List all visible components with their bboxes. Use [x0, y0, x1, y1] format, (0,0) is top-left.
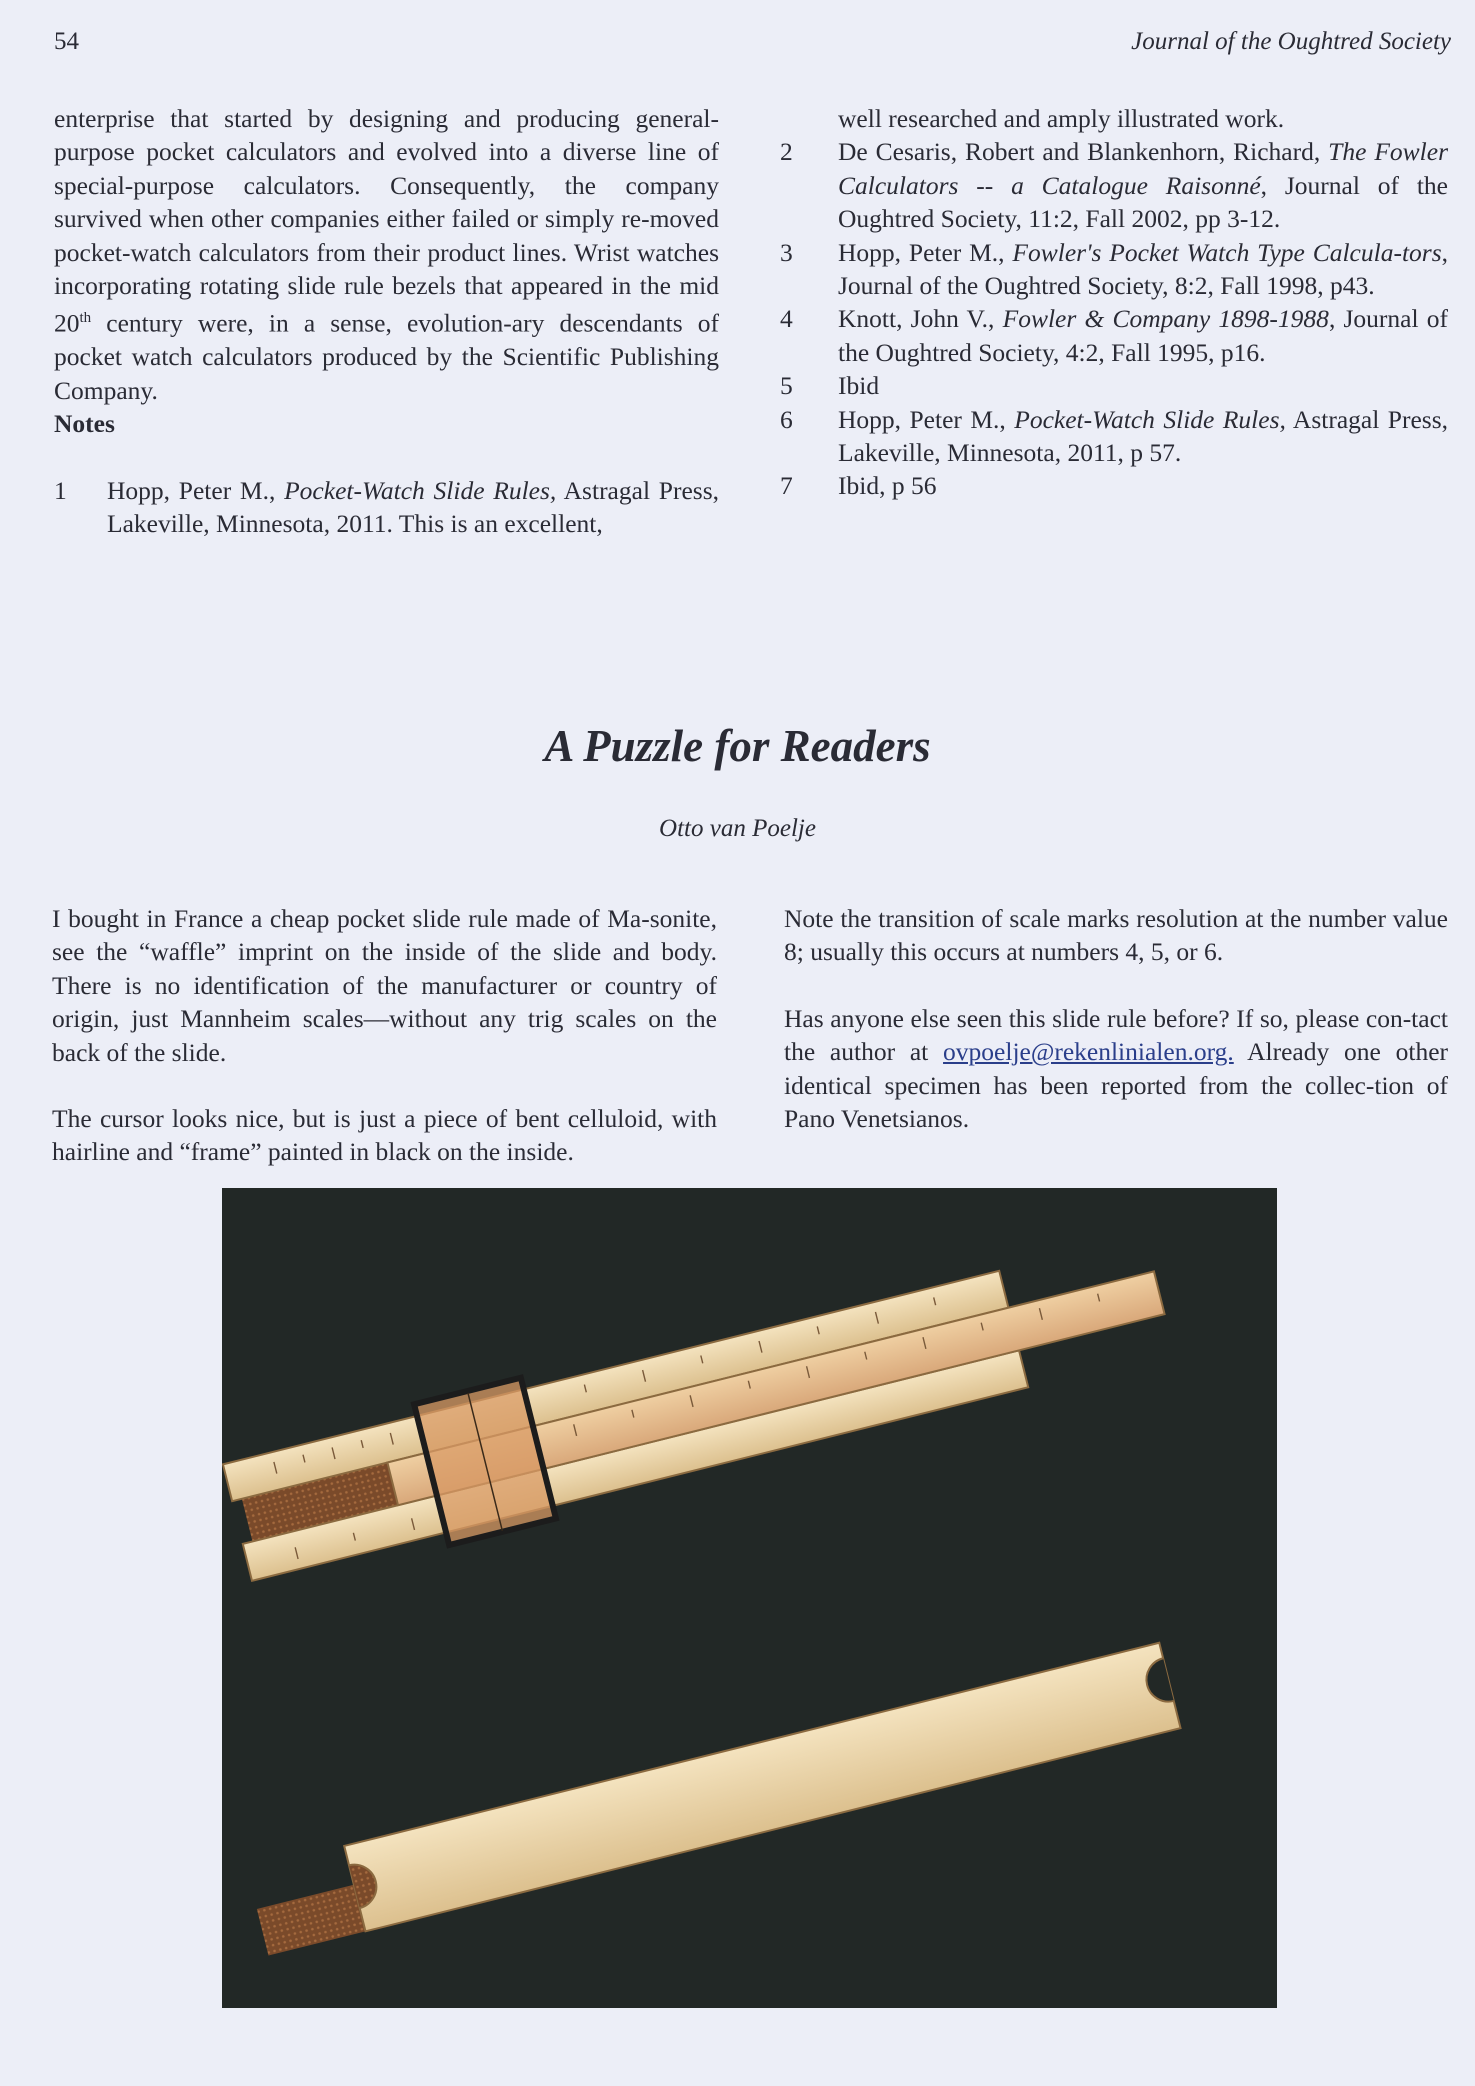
note-number: 1: [54, 475, 67, 505]
note-text: Hopp, Peter M., Pocket-Watch Slide Rules, Astragal Press, Lakeville, Minnesota, 2011, p 57.: [838, 404, 1448, 468]
article-paragraph: Note the transition of scale marks resolution at the number value 8; usually this occurs at numbers 4, 5, or 6.: [784, 904, 1448, 967]
note-item: [780, 236, 1448, 303]
note-text: Ibid: [838, 371, 880, 401]
article-column-right: [784, 902, 1448, 1135]
continued-paragraph: [54, 102, 719, 407]
note-item: [780, 135, 1448, 235]
note-number: 5: [780, 371, 793, 401]
slide-rule-photo: [222, 1188, 1277, 2008]
note-item: [780, 403, 1448, 470]
slide-rule-illustration: [222, 1188, 1277, 2008]
article-paragraph: The cursor looks nice, but is just a piece of bent celluloid, with hairline and “frame” painted in black on the inside.: [52, 1104, 717, 1167]
article-paragraph: I bought in France a cheap pocket slide rule made of Ma-sonite, see the “waffle” imprint on the inside of the slide and body. There is no identification of the manufacturer or country of origin, just Mannheim scales—without any trig scales on the back of the slide.: [52, 904, 717, 1067]
note-number: 3: [780, 237, 793, 267]
note-item: [780, 369, 1448, 402]
note-text: Ibid, p 56: [838, 471, 937, 501]
article-author: Otto van Poelje: [659, 815, 816, 842]
note-number: 2: [780, 137, 793, 167]
note-text: De Cesaris, Robert and Blankenhorn, Richard, The Fowler Calculators -- a Catalogue Raisonné, Journal of the Oughtred Society, 11:2, Fall 2002, pp 3-12.: [838, 137, 1448, 234]
slide-rule-assembled: [222, 1223, 1177, 1594]
note-number: 7: [780, 471, 793, 501]
continued-text: enterprise that started by designing and producing general-purpose pocket calculators and evolved into a diverse line of special-purpose calculators. Consequently, the company survived when other companies either failed or simply re-moved pocket-watch calculators from their product lines. Wrist watches incorporating rotating slide rule bezels that appeared in the mid 20: [54, 104, 719, 338]
page-number: 54: [54, 28, 79, 55]
note-text: Knott, John V., Fowler & Company 1898-1988, Journal of the Oughtred Society, 4:2, Fall 1995, p16.: [838, 304, 1449, 367]
continued-column: [54, 102, 719, 540]
superscript-th: th: [79, 310, 92, 327]
note-continuation: well researched and amply illustrated work.: [838, 104, 1285, 133]
note-item: [780, 469, 1448, 502]
note-item: [780, 302, 1448, 369]
notes-column-right: [780, 102, 1448, 503]
article-title: A Puzzle for Readers: [544, 721, 931, 771]
note-number: 6: [780, 404, 793, 434]
running-head: Journal of the Oughtred Society: [1131, 28, 1451, 55]
author-email-link[interactable]: ovpoelje@rekenlinialen.org.: [943, 1037, 1234, 1067]
note-text: Hopp, Peter M., Fowler's Pocket Watch Type Calcula-tors, Journal of the Oughtred Society, 8:2, Fall 1998, p43.: [838, 237, 1449, 301]
note-item: [54, 474, 719, 541]
continued-text-after: century were, in a sense, evolution-ary descendants of pocket watch calculators produced by the Scientific Publishing Company.: [54, 308, 719, 405]
slide-rule-slide: [247, 1643, 1180, 1956]
article-column-left: [52, 902, 717, 1169]
note-number: 4: [780, 304, 793, 334]
note-text: Hopp, Peter M., Pocket-Watch Slide Rules, Astragal Press, Lakeville, Minnesota, 2011. This is an excellent,: [107, 475, 719, 538]
article-paragraph: Has anyone else seen this slide rule before? If so, please con-tact the author at ovpoelje@rekenlinialen.org. Already one other identical specimen has been reported from the collec-tion of Pano Venetsianos.: [784, 1003, 1449, 1134]
notes-heading: Notes: [54, 409, 115, 439]
